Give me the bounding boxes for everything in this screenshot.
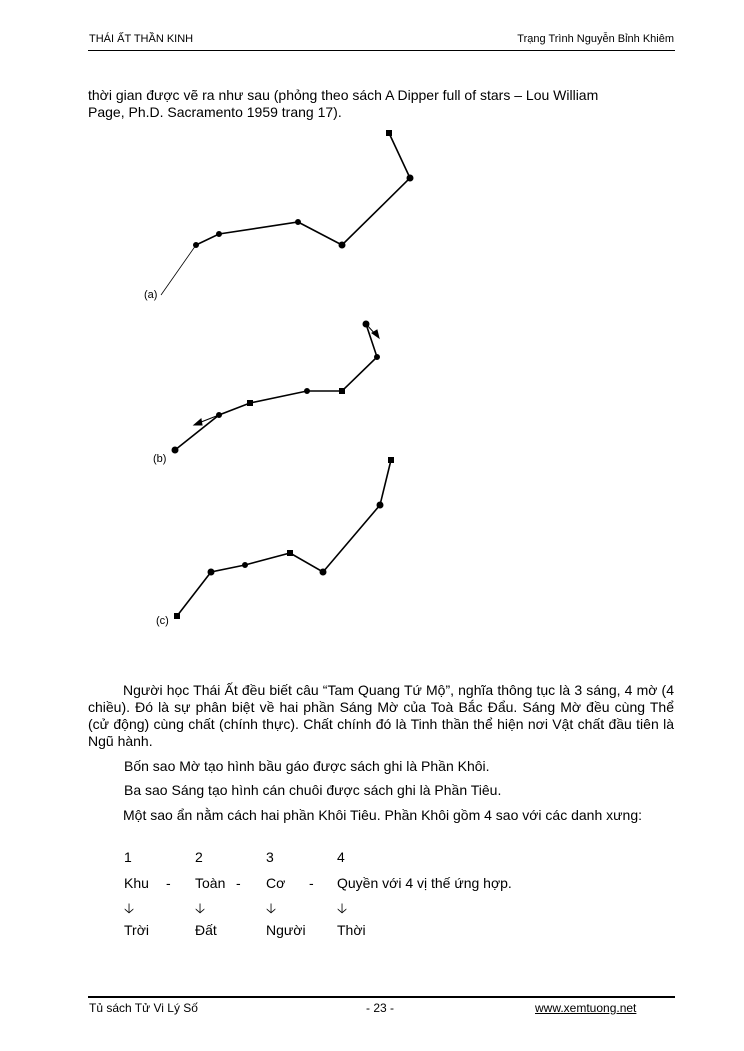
table-name: Toàn bbox=[195, 875, 226, 891]
figure-b-star bbox=[305, 389, 310, 394]
paragraph-tam-quang-line-3: Sáng Mờ đều cùng Thể (cử động) cùng chất (chính thực). Chất chính đó là Tinh bbox=[88, 699, 674, 732]
intro-line-1: thời gian được vẽ ra như sau (phỏng theo sách A Dipper full of stars – Lou William bbox=[88, 87, 599, 103]
figure-c bbox=[175, 458, 394, 619]
figure-a-star bbox=[217, 232, 222, 237]
figure-a-star bbox=[387, 131, 392, 136]
figure-b bbox=[172, 321, 380, 453]
figure-a-star bbox=[339, 242, 345, 248]
table-name: Cơ bbox=[266, 875, 286, 891]
figure-b-arrowhead bbox=[194, 419, 202, 425]
arrow-down-icon: 🡣 bbox=[266, 900, 277, 916]
table-number: 4 bbox=[337, 849, 345, 865]
figure-a-path bbox=[196, 133, 410, 245]
table-name: Quyền với 4 vị thế ứng hợp. bbox=[337, 875, 512, 891]
figure-a-star bbox=[296, 220, 301, 225]
table-result: Đất bbox=[195, 922, 217, 938]
paragraph-tam-quang-line-1: Người học Thái Ất đều biết câu “Tam Quang Tứ Mộ”, nghĩa thông tục là 3 bbox=[123, 682, 583, 698]
page-number: - 23 - bbox=[366, 1001, 395, 1015]
figure-b-star bbox=[375, 355, 380, 360]
figure-b-star bbox=[217, 413, 222, 418]
table-number: 1 bbox=[124, 849, 132, 865]
arrow-down-icon: 🡣 bbox=[337, 900, 348, 916]
figure-c-star bbox=[377, 502, 383, 508]
paragraph-sao-an-line-2: xưng: bbox=[606, 807, 642, 823]
intro-line-2: Page, Ph.D. Sacramento 1959 trang 17). bbox=[88, 104, 342, 120]
figure-b-label: (b) bbox=[153, 453, 167, 465]
figure-b-path bbox=[175, 324, 377, 450]
figure-c-label: (c) bbox=[156, 615, 169, 627]
website-link[interactable]: www.xemtuong.net bbox=[535, 1001, 637, 1015]
paragraph-phan-khoi: Bốn sao Mờ tạo hình bầu gáo được sách ghi là Phần Khôi. bbox=[124, 758, 490, 774]
figure-c-star bbox=[243, 563, 248, 568]
figure-b-star bbox=[172, 447, 178, 453]
figure-a bbox=[161, 131, 413, 296]
figure-c-star bbox=[208, 569, 214, 575]
table-result: Thời bbox=[337, 922, 366, 938]
figure-b-star bbox=[340, 389, 345, 394]
paragraph-tam-quang bbox=[88, 682, 674, 750]
table-dash: - bbox=[236, 875, 241, 891]
arrow-down-icon: 🡣 bbox=[124, 900, 135, 916]
figure-b-star bbox=[248, 401, 253, 406]
figure-a-star bbox=[407, 175, 413, 181]
figure-c-star bbox=[389, 458, 394, 463]
figure-a-label: (a) bbox=[144, 289, 158, 301]
footer-book-series: Tủ sách Tử Vi Lý Số bbox=[89, 1001, 198, 1015]
table-result: Người bbox=[266, 922, 306, 938]
figure-a-star bbox=[194, 243, 199, 248]
table-number: 2 bbox=[195, 849, 203, 865]
figure-c-star bbox=[288, 551, 293, 556]
header-title: THÁI ẤT THẦN KINH bbox=[89, 33, 194, 45]
table-number: 3 bbox=[266, 849, 274, 865]
figure-c-star bbox=[320, 569, 326, 575]
header-author: Trạng Trình Nguyễn Bỉnh Khiêm bbox=[517, 33, 674, 45]
table-dash: - bbox=[309, 875, 314, 891]
figure-b-star bbox=[363, 321, 369, 327]
table-name: Khu bbox=[124, 875, 149, 891]
figure-c-star bbox=[175, 614, 180, 619]
table-dash: - bbox=[166, 875, 171, 891]
figure-c-path bbox=[177, 460, 391, 616]
paragraph-phan-tieu: Ba sao Sáng tạo hình cán chuôi được sách ghi là Phần Tiêu. bbox=[124, 782, 502, 798]
table-result: Trời bbox=[124, 922, 149, 938]
footer-divider bbox=[88, 996, 675, 998]
paragraph-sao-an bbox=[88, 807, 674, 824]
paragraph-sao-an-line-1: Một sao ẩn nằm cách hai phần Khôi Tiêu. Phần Khôi gồm 4 sao với các danh bbox=[123, 807, 603, 823]
paragraph-tam-quang-line-2: sáng, 4 mờ (4 chiều). Đó là sự phân biệt về hai phần Sáng Mờ của Toà Bắc Đẩu. bbox=[88, 682, 674, 715]
paragraph-tam-quang-line-4: thần thể hiện nơi Vật chất đầu tiên là Ngũ hành. bbox=[88, 716, 674, 749]
arrow-down-icon: 🡣 bbox=[195, 900, 206, 916]
figure-a-leader-line bbox=[161, 245, 196, 295]
